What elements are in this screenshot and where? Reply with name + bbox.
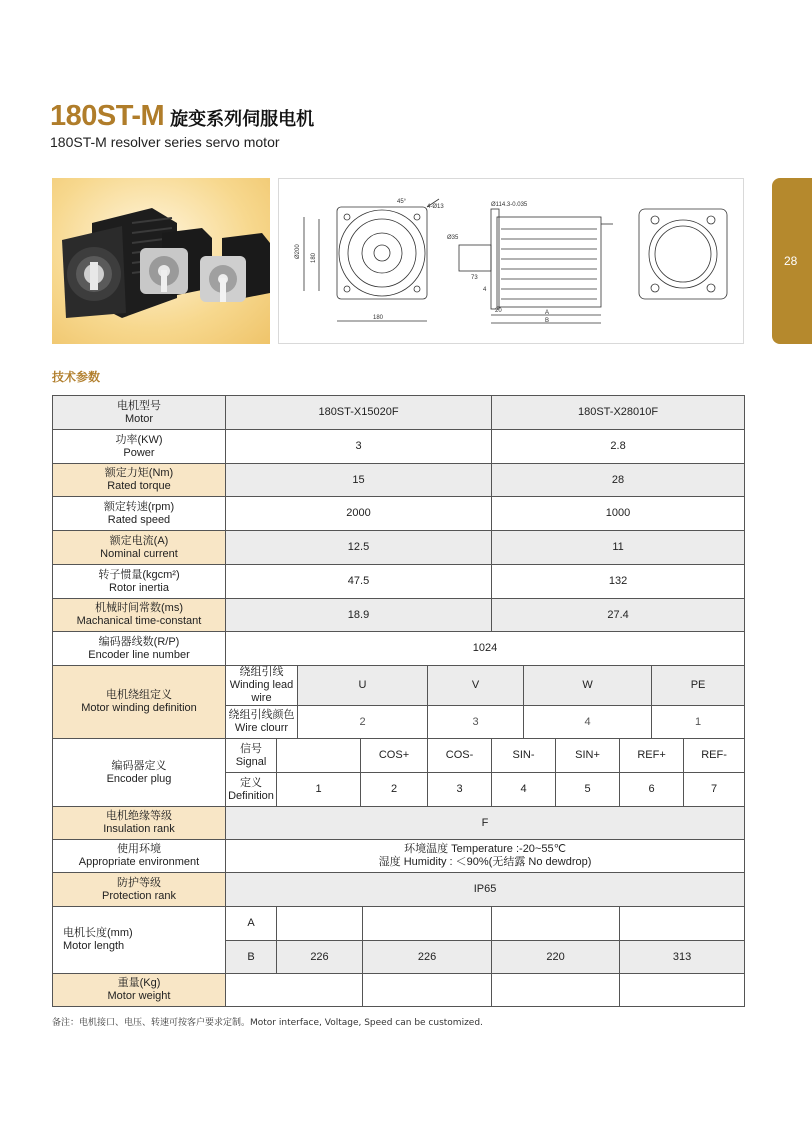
dim-flange-dia: Ø200 xyxy=(295,244,301,259)
row-label: 功率(KW) Power xyxy=(53,430,226,464)
lead-label: 绕组引线 Winding lead wire xyxy=(226,666,298,706)
length-b-cell: 313 xyxy=(620,941,745,974)
signal-cell: REF+ xyxy=(620,739,684,773)
protection-label: 防护等级 Protection rank xyxy=(53,873,226,907)
value-cell: 2.8 xyxy=(492,430,745,464)
lead-cell: PE xyxy=(652,666,745,706)
motors-illustration xyxy=(52,178,270,344)
value-cell: 1000 xyxy=(492,497,745,531)
table-row xyxy=(53,873,745,907)
table-row xyxy=(53,430,745,464)
value-cell: 15 xyxy=(226,464,492,497)
definition-cell: 7 xyxy=(684,773,745,807)
value-cell: 11 xyxy=(492,531,745,565)
weight-cell xyxy=(620,974,745,1007)
dim-length-a: A xyxy=(545,310,550,316)
model-cell: 180ST-X28010F xyxy=(492,396,745,430)
table-row xyxy=(53,531,745,565)
length-a-cell xyxy=(363,907,492,941)
environment-label: 使用环境 Appropriate environment xyxy=(53,840,226,873)
definition-cell: 6 xyxy=(620,773,684,807)
definition-cell: 3 xyxy=(428,773,492,807)
row-label: 额定电流(A) Nominal current xyxy=(53,531,226,565)
insulation-label: 电机绝缘等级 Insulation rank xyxy=(53,807,226,840)
weight-label: 重量(Kg) Motor weight xyxy=(53,974,226,1007)
subtitle: 180ST-M resolver series servo motor xyxy=(50,134,280,150)
wire-color-cell: 3 xyxy=(428,706,524,739)
dim-flange-thickness: 20 xyxy=(495,308,502,314)
signal-cell: REF- xyxy=(684,739,745,773)
signal-cell xyxy=(277,739,361,773)
weight-cell xyxy=(492,974,620,1007)
length-a-cell xyxy=(492,907,620,941)
section-title: 技术参数 xyxy=(52,370,101,384)
protection-value: IP65 xyxy=(226,873,745,907)
encoder-lines-label: 编码器线数(R/P) Encoder line number xyxy=(53,632,226,666)
signal-cell: SIN- xyxy=(492,739,556,773)
spec-table xyxy=(52,395,745,1007)
encoder-lines-value: 1024 xyxy=(226,632,745,666)
encoder-plug-label: 编码器定义 Encoder plug xyxy=(53,739,226,807)
wire-color-cell: 2 xyxy=(298,706,428,739)
value-cell: 2000 xyxy=(226,497,492,531)
definition-cell: 1 xyxy=(277,773,361,807)
dim-angle: 45° xyxy=(397,199,407,205)
model-name: 180ST-M xyxy=(50,100,165,132)
value-cell: 27.4 xyxy=(492,599,745,632)
lead-cell: W xyxy=(524,666,652,706)
value-cell: 132 xyxy=(492,565,745,599)
dim-shaft-length: 73 xyxy=(471,275,478,281)
length-a-cell xyxy=(277,907,363,941)
wire-color-cell: 1 xyxy=(652,706,745,739)
insulation-value: F xyxy=(226,807,745,840)
dim-length-b: B xyxy=(545,318,550,324)
model-cell: 180ST-X15020F xyxy=(226,396,492,430)
signal-cell: SIN+ xyxy=(556,739,620,773)
lead-cell: V xyxy=(428,666,524,706)
dim-height: 180 xyxy=(311,252,317,263)
signal-label: 信号 Signal xyxy=(226,739,277,773)
table-row xyxy=(53,666,745,706)
definition-cell: 5 xyxy=(556,773,620,807)
wire-color-cell: 4 xyxy=(524,706,652,739)
product-photo xyxy=(52,178,270,344)
weight-cell xyxy=(226,974,363,1007)
signal-cell: COS+ xyxy=(361,739,428,773)
length-b-cell: 220 xyxy=(492,941,620,974)
table-row xyxy=(53,907,745,941)
definition-cell: 2 xyxy=(361,773,428,807)
wire-color-label: 绕组引线颜色 Wire clourr xyxy=(226,706,298,739)
motor-label: 电机型号 Motor xyxy=(53,396,226,430)
length-label: 电机长度(mm) Motor length xyxy=(53,907,226,974)
row-label: 机械时间常数(ms) Machanical time-constant xyxy=(53,599,226,632)
environment-value: 环境温度 Temperature :-20~55℃ 湿度 Humidity : ＜90%(无结露 No dewdrop) xyxy=(226,840,745,873)
drawing-svg xyxy=(279,179,745,345)
value-cell: 28 xyxy=(492,464,745,497)
length-b-label: B xyxy=(226,941,277,974)
length-b-cell: 226 xyxy=(277,941,363,974)
length-a-cell xyxy=(620,907,745,941)
value-cell: 18.9 xyxy=(226,599,492,632)
table-row xyxy=(53,807,745,840)
definition-label: 定义 Definition xyxy=(226,773,277,807)
weight-cell xyxy=(363,974,492,1007)
table-row xyxy=(53,497,745,531)
table-row xyxy=(53,632,745,666)
title-zh: 旋变系列伺服电机 xyxy=(170,109,315,130)
dim-spigot: Ø114.3-0.035 xyxy=(491,202,528,208)
definition-cell: 4 xyxy=(492,773,556,807)
table-row xyxy=(53,599,745,632)
value-cell: 3 xyxy=(226,430,492,464)
value-cell: 12.5 xyxy=(226,531,492,565)
dim-width: 180 xyxy=(373,315,384,321)
row-label: 转子惯量(kgcm²) Rotor inertia xyxy=(53,565,226,599)
dim-step: 4 xyxy=(483,287,487,293)
page-tab xyxy=(772,178,812,344)
row-label: 额定转速(rpm) Rated speed xyxy=(53,497,226,531)
page-title xyxy=(50,100,314,133)
page-number: 28 xyxy=(784,254,798,268)
row-label: 额定力矩(Nm) Rated torque xyxy=(53,464,226,497)
table-row xyxy=(53,396,745,430)
table-row xyxy=(53,464,745,497)
dim-shaft: Ø35 xyxy=(447,235,459,241)
signal-cell: COS- xyxy=(428,739,492,773)
table-row xyxy=(53,974,745,1007)
dim-holes: 4-Ø13 xyxy=(427,204,444,210)
value-cell: 47.5 xyxy=(226,565,492,599)
lead-cell: U xyxy=(298,666,428,706)
table-row xyxy=(53,840,745,873)
footnote: 备注：电机接口、电压、转速可按客户要求定制。Motor interface, Voltage, Speed can be customized. xyxy=(52,1018,483,1028)
table-row xyxy=(53,565,745,599)
length-a-label: A xyxy=(226,907,277,941)
table-row xyxy=(53,739,745,773)
length-b-cell: 226 xyxy=(363,941,492,974)
winding-label: 电机绕组定义 Motor winding definition xyxy=(53,666,226,739)
dimension-drawing xyxy=(278,178,744,344)
